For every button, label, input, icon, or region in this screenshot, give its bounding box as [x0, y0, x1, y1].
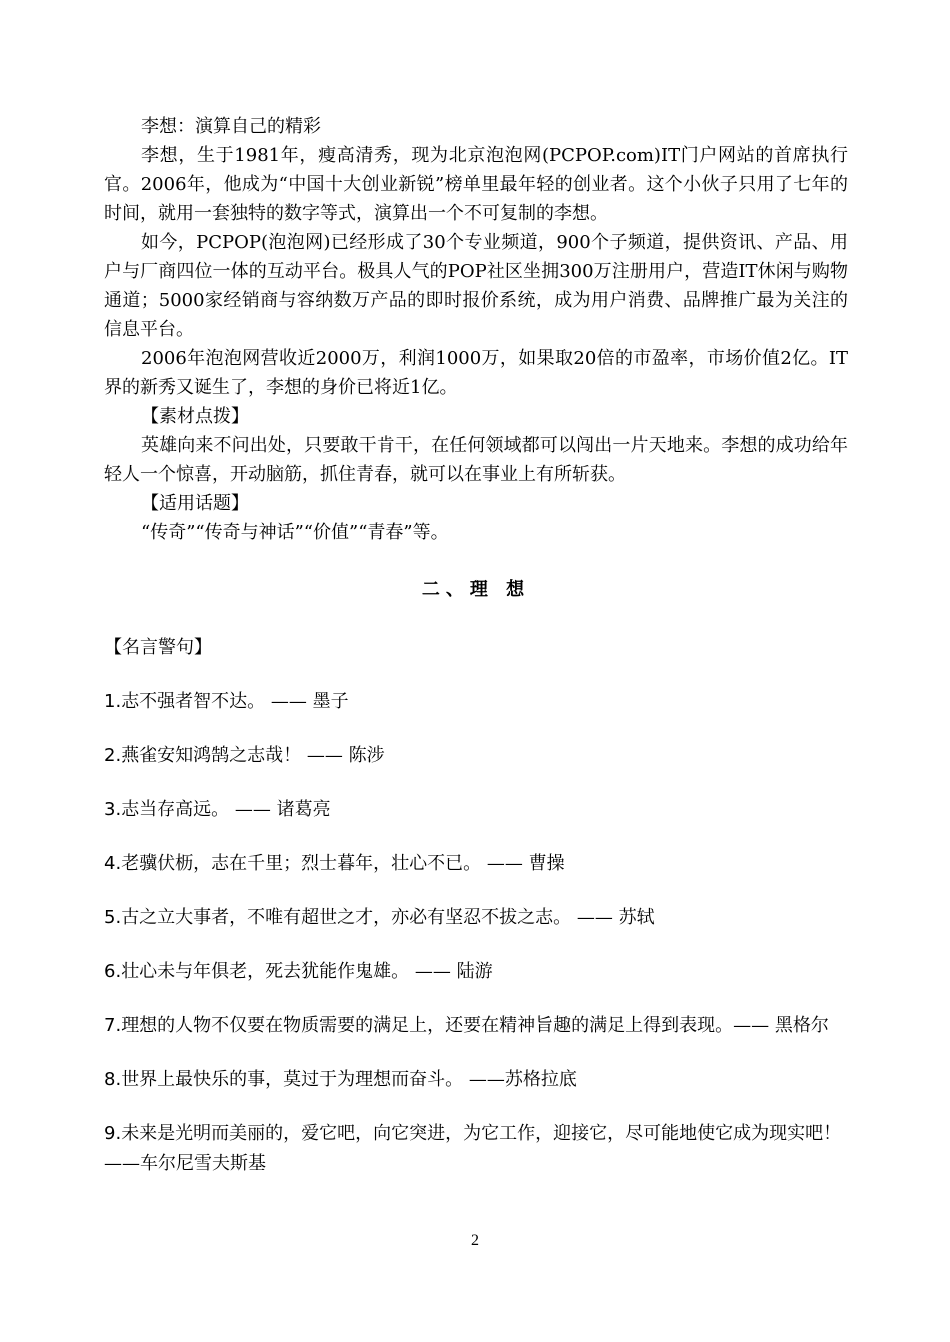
- quote-item: [104, 741, 848, 771]
- quote-text: 老骥伏枥，志在千里；烈士暮年，壮心不已。 —— 曹操: [121, 853, 565, 874]
- topics-text: “传奇”“传奇与神话”“价值”“青春”等。: [141, 522, 449, 543]
- quote-text: 世界上最快乐的事，莫过于为理想而奋斗。 ——苏格拉底: [121, 1069, 577, 1090]
- quote-number: 8.: [104, 1069, 122, 1090]
- section-title: 二、理 想: [421, 579, 531, 600]
- article-heading: 李想：演算自己的精彩: [141, 116, 321, 137]
- quote-text: 燕雀安知鸿鹄之志哉！ —— 陈涉: [121, 745, 385, 766]
- material-tip-label: 【素材点拨】: [141, 406, 249, 427]
- quote-item: [104, 957, 848, 987]
- quote-number: 6.: [104, 961, 122, 982]
- quote-number: 9.: [104, 1123, 122, 1144]
- document-page: [104, 112, 848, 1179]
- material-tip-text: 英雄向来不问出处，只要敢干肯干，在任何领域都可以闯出一片天地来。李想的成功给年轻人一个惊喜，开动脑筋，抓住青春，就可以在事业上有所斩获。: [104, 435, 848, 485]
- quote-item: [104, 795, 848, 825]
- quote-item: [104, 1011, 848, 1041]
- quote-number: 3.: [104, 799, 122, 820]
- quote-item: [104, 903, 848, 933]
- topics-label: 【适用话题】: [141, 493, 249, 514]
- quote-number: 2.: [104, 745, 122, 766]
- quote-item: [104, 687, 848, 717]
- quote-text: 古之立大事者，不唯有超世之才，亦必有坚忍不拔之志。 —— 苏轼: [121, 907, 655, 928]
- article-paragraph-platform: 如今，PCPOP(泡泡网)已经形成了30个专业频道，900个子频道，提供资讯、产品、用户与厂商四位一体的互动平台。极具人气的POP社区坐拥300万注册用户，营造IT休闲与购物通道；5000家经销商与容纳数万产品的即时报价系统，成为用户消费、品牌推广最为关注的信息平台。: [104, 232, 848, 340]
- quote-text: 志不强者智不达。 —— 墨子: [121, 691, 349, 712]
- page-number: 2: [471, 1232, 479, 1249]
- quote-text: 志当存高远。 —— 诸葛亮: [121, 799, 331, 820]
- quote-text: 理想的人物不仅要在物质需要的满足上，还要在精神旨趣的满足上得到表现。—— 黑格尔: [121, 1015, 829, 1036]
- quote-number: 1.: [104, 691, 122, 712]
- quote-number: 4.: [104, 853, 122, 874]
- quote-number: 5.: [104, 907, 122, 928]
- quote-text: 壮心未与年俱老，死去犹能作鬼雄。 —— 陆游: [121, 961, 493, 982]
- article-paragraph-intro: 李想，生于1981年，瘦高清秀，现为北京泡泡网(PCPOP.com)IT门户网站的首席执行官。2006年，他成为“中国十大创业新锐”榜单里最年轻的创业者。这个小伙子只用了七年的时间，就用一套独特的数字等式，演算出一个不可复制的李想。: [104, 145, 848, 224]
- quotes-header: 【名言警句】: [104, 637, 212, 658]
- quote-item: [104, 1119, 848, 1179]
- quote-item: [104, 849, 848, 879]
- quote-item: [104, 1065, 848, 1095]
- article-paragraph-revenue: 2006年泡泡网营收近2000万，利润1000万，如果取20倍的市盈率，市场价值2亿。IT界的新秀又诞生了，李想的身价已将近1亿。: [104, 348, 848, 398]
- quote-text: 未来是光明而美丽的，爱它吧，向它突进，为它工作，迎接它，尽可能地使它成为现实吧！——车尔尼雪夫斯基: [104, 1123, 842, 1174]
- quote-number: 7.: [104, 1015, 122, 1036]
